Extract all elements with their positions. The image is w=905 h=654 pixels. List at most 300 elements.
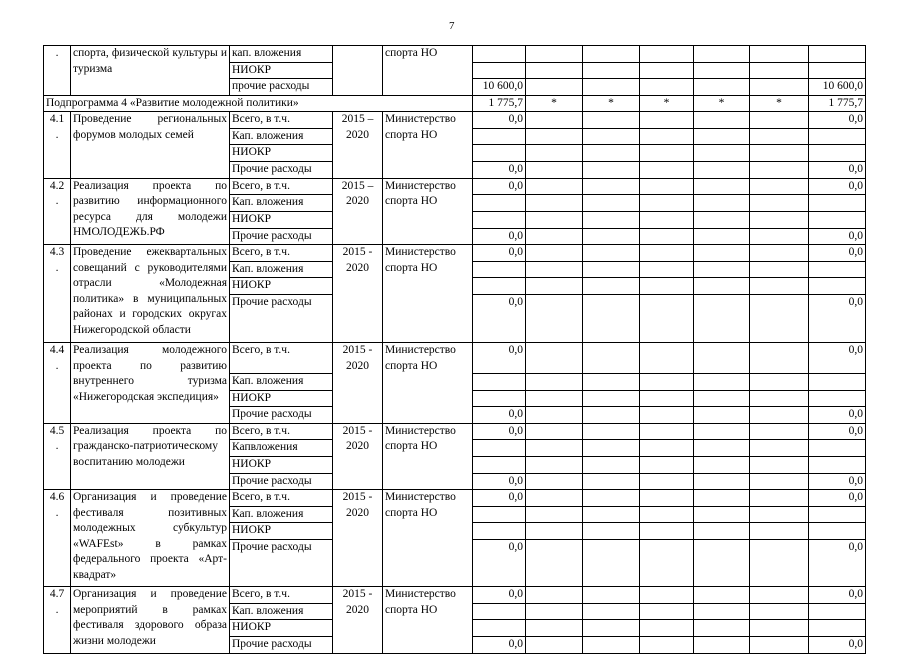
value-cell (583, 637, 640, 654)
item-number-text: 4.3 (49, 246, 65, 258)
expense-type: НИОКР (230, 620, 333, 637)
value-cell: 0,0 (473, 637, 526, 654)
value-cell (526, 178, 583, 195)
value-cell (526, 62, 583, 79)
value-cell (809, 261, 866, 278)
expense-type: Прочие расходы (230, 407, 333, 424)
value-cell (640, 228, 694, 245)
value-cell (694, 162, 750, 179)
table-row (44, 245, 866, 262)
subprogram-title: Подпрограмма 4 «Развитие молодежной политики» (44, 95, 473, 112)
value-cell (809, 195, 866, 212)
total-cell: 0,0 (809, 490, 866, 507)
table-row (44, 178, 866, 195)
value-cell (694, 423, 750, 440)
value-cell: 0,0 (473, 407, 526, 424)
value-cell (526, 195, 583, 212)
value-cell (750, 228, 809, 245)
value-cell (526, 423, 583, 440)
value-cell (694, 278, 750, 295)
table-row (44, 343, 866, 374)
value-cell (583, 407, 640, 424)
value-cell (694, 490, 750, 507)
value-cell: 0,0 (473, 178, 526, 195)
value-cell (640, 540, 694, 587)
value-cell (473, 46, 526, 63)
value-cell (694, 407, 750, 424)
value-cell (694, 295, 750, 343)
item-number-dot: . (55, 261, 59, 274)
value-cell: 0,0 (473, 245, 526, 262)
value-cell (473, 195, 526, 212)
value-cell (526, 440, 583, 457)
value-cell (750, 162, 809, 179)
total-cell: 10 600,0 (809, 79, 866, 96)
value-cell (750, 440, 809, 457)
expense-type: Всего, в т.ч. (230, 112, 333, 129)
value-cell (526, 637, 583, 654)
item-number (44, 490, 71, 587)
value-cell (809, 440, 866, 457)
expense-type: Прочие расходы (230, 228, 333, 245)
value-cell (640, 390, 694, 407)
value-cell (640, 46, 694, 63)
value-cell (694, 178, 750, 195)
value-cell (583, 195, 640, 212)
value-cell (583, 162, 640, 179)
period: 2015 - 2020 (333, 587, 383, 654)
value-cell (526, 295, 583, 343)
expense-type: НИОКР (230, 390, 333, 407)
expense-type: Кап. вложения (230, 603, 333, 620)
table-row (44, 46, 866, 63)
value-cell: 0,0 (473, 490, 526, 507)
value-cell (809, 62, 866, 79)
expense-type: НИОКР (230, 278, 333, 295)
value-cell: 0,0 (473, 228, 526, 245)
value-cell (640, 79, 694, 96)
value-cell (583, 112, 640, 129)
value-cell (583, 440, 640, 457)
value-cell (526, 245, 583, 262)
value-cell (640, 456, 694, 473)
value-cell (750, 490, 809, 507)
value-cell (583, 506, 640, 523)
value-cell (750, 343, 809, 374)
value-cell (583, 603, 640, 620)
value-cell (694, 128, 750, 145)
executor: Министерство спорта НО (383, 178, 473, 245)
expense-type: Всего, в т.ч. (230, 587, 333, 604)
value-cell (526, 46, 583, 63)
value-cell (809, 523, 866, 540)
total-cell: 0,0 (809, 407, 866, 424)
total-cell: 0,0 (809, 473, 866, 490)
total-cell: 0,0 (809, 295, 866, 343)
period: 2015 - 2020 (333, 423, 383, 490)
value-cell (750, 603, 809, 620)
value-cell (809, 46, 866, 63)
value-cell (750, 295, 809, 343)
item-number-dot: . (55, 506, 59, 519)
total-cell: 0,0 (809, 343, 866, 374)
executor: Министерство спорта НО (383, 343, 473, 424)
item-number (44, 112, 71, 179)
value-cell (640, 295, 694, 343)
value-cell (526, 390, 583, 407)
star-cell: * (694, 95, 750, 112)
expense-type: Прочие расходы (230, 162, 333, 179)
value-cell (526, 506, 583, 523)
value-cell (750, 473, 809, 490)
executor: спорта НО (383, 46, 473, 96)
total-cell: 0,0 (809, 228, 866, 245)
value-cell (640, 620, 694, 637)
value-cell (526, 145, 583, 162)
value-cell (526, 211, 583, 228)
value-cell (583, 473, 640, 490)
executor: Министерство спорта НО (383, 490, 473, 587)
value-cell (750, 540, 809, 587)
value-cell (526, 228, 583, 245)
value-cell (526, 523, 583, 540)
executor: Министерство спорта НО (383, 587, 473, 654)
value-cell (694, 145, 750, 162)
value-cell (473, 440, 526, 457)
item-number-text: 4.5 (49, 424, 65, 437)
value-cell (750, 374, 809, 391)
value-cell (583, 79, 640, 96)
value-cell (473, 506, 526, 523)
value-cell (473, 261, 526, 278)
item-number-text: 4.2 (49, 179, 65, 192)
value-cell (526, 456, 583, 473)
value-cell (694, 540, 750, 587)
value-cell (583, 490, 640, 507)
value-cell (473, 62, 526, 79)
item-number-dot: . (55, 128, 59, 141)
value-cell (750, 178, 809, 195)
value-cell (583, 587, 640, 604)
value-cell (473, 374, 526, 391)
expense-type: НИОКР (230, 456, 333, 473)
value-cell (583, 178, 640, 195)
value-cell (750, 211, 809, 228)
value-cell (694, 390, 750, 407)
value-cell (640, 506, 694, 523)
value-cell (583, 456, 640, 473)
item-name: Организация и проведение фестиваля позитивных молодежных субкультур «WAFEst» в рамках федерального проекта «Арт-квадрат» (71, 490, 230, 587)
value-cell (526, 261, 583, 278)
expense-type: кап. вложения (230, 46, 333, 63)
expense-type: Всего, в т.ч. (230, 178, 333, 195)
value-cell (694, 261, 750, 278)
value-cell (526, 162, 583, 179)
expense-type: Капвложения (230, 440, 333, 457)
value-cell (809, 128, 866, 145)
value-cell (640, 587, 694, 604)
value-cell (640, 637, 694, 654)
budget-table (43, 45, 866, 654)
expense-type: НИОКР (230, 523, 333, 540)
value-cell: 10 600,0 (473, 79, 526, 96)
executor: Министерство спорта НО (383, 423, 473, 490)
value-cell (750, 523, 809, 540)
value-cell (750, 423, 809, 440)
value-cell (640, 245, 694, 262)
value-cell (694, 440, 750, 457)
expense-type: Прочие расходы (230, 540, 333, 587)
table-row (44, 587, 866, 604)
value-cell (526, 374, 583, 391)
value-cell (526, 407, 583, 424)
period-cell (333, 46, 383, 96)
value-cell (750, 46, 809, 63)
value-cell (473, 456, 526, 473)
total-cell: 0,0 (809, 178, 866, 195)
executor: Министерство спорта НО (383, 245, 473, 343)
value-cell (473, 278, 526, 295)
item-name: Реализация проекта по гражданско-патриотическому воспитанию молодежи (71, 423, 230, 490)
value-cell (526, 343, 583, 374)
value-cell (640, 112, 694, 129)
value-cell (694, 343, 750, 374)
value-cell (640, 195, 694, 212)
value-cell (473, 603, 526, 620)
value-cell (640, 162, 694, 179)
value-cell (583, 523, 640, 540)
value-cell (694, 603, 750, 620)
item-number (44, 245, 71, 343)
value-cell (809, 145, 866, 162)
value-cell (750, 261, 809, 278)
expense-type: НИОКР (230, 211, 333, 228)
value-cell (583, 62, 640, 79)
value-cell (640, 490, 694, 507)
item-number-dot: . (55, 603, 59, 616)
expense-type: Кап. вложения (230, 374, 333, 391)
value-cell (750, 407, 809, 424)
value-cell (750, 195, 809, 212)
value-cell (640, 603, 694, 620)
expense-type: Прочие расходы (230, 637, 333, 654)
value-cell: 1 775,7 (473, 95, 526, 112)
expense-type: НИОКР (230, 62, 333, 79)
value-cell: 0,0 (473, 295, 526, 343)
value-cell (694, 587, 750, 604)
value-cell (583, 46, 640, 63)
value-cell (809, 620, 866, 637)
subprogram-row (44, 95, 866, 112)
value-cell (583, 540, 640, 587)
item-number (44, 587, 71, 654)
value-cell (583, 423, 640, 440)
value-cell (694, 46, 750, 63)
total-cell: 0,0 (809, 540, 866, 587)
item-name: Реализация молодежного проекта по развитию внутреннего туризма «Нижегородская экспедиция» (71, 343, 230, 424)
value-cell (640, 145, 694, 162)
star-cell: * (583, 95, 640, 112)
value-cell: 0,0 (473, 587, 526, 604)
value-cell (473, 211, 526, 228)
item-number-text: 4.4 (49, 344, 65, 356)
period: 2015 - 2020 (333, 245, 383, 343)
total-cell: 0,0 (809, 423, 866, 440)
total-cell: 0,0 (809, 587, 866, 604)
item-number-dot: . (55, 440, 59, 452)
value-cell (583, 211, 640, 228)
value-cell (583, 295, 640, 343)
expense-type: Всего, в т.ч. (230, 245, 333, 262)
value-cell (526, 490, 583, 507)
value-cell (583, 145, 640, 162)
expense-type: Кап. вложения (230, 506, 333, 523)
value-cell (473, 145, 526, 162)
value-cell (526, 473, 583, 490)
value-cell (694, 473, 750, 490)
item-number (44, 423, 71, 490)
value-cell (473, 523, 526, 540)
value-cell (640, 128, 694, 145)
value-cell (694, 195, 750, 212)
value-cell (750, 637, 809, 654)
value-cell (583, 390, 640, 407)
expense-type: НИОКР (230, 145, 333, 162)
item-number-text: 4.7 (49, 588, 65, 600)
value-cell (473, 128, 526, 145)
value-cell (526, 620, 583, 637)
value-cell (583, 261, 640, 278)
value-cell (526, 603, 583, 620)
expense-type: Всего, в т.ч. (230, 423, 333, 440)
expense-type: Всего, в т.ч. (230, 343, 333, 374)
item-number-text: 4.6 (49, 491, 65, 503)
value-cell (694, 62, 750, 79)
value-cell (750, 620, 809, 637)
value-cell (694, 245, 750, 262)
value-cell (809, 506, 866, 523)
value-cell (640, 261, 694, 278)
value-cell (526, 79, 583, 96)
item-name: Проведение региональных форумов молодых семей (71, 112, 230, 179)
total-cell: 0,0 (809, 637, 866, 654)
value-cell (750, 587, 809, 604)
value-cell (750, 128, 809, 145)
value-cell (750, 62, 809, 79)
total-cell: 0,0 (809, 162, 866, 179)
item-name: Проведение ежеквартальных совещаний с руководителями отрасли «Молодежная политика» в муниципальных районах и городских округах Нижегородской области (71, 245, 230, 343)
value-cell (640, 473, 694, 490)
executor: Министерство спорта НО (383, 112, 473, 179)
period: 2015 - 2020 (333, 343, 383, 424)
value-cell (694, 112, 750, 129)
value-cell (750, 278, 809, 295)
star-cell: * (526, 95, 583, 112)
expense-type: Всего, в т.ч. (230, 490, 333, 507)
item-number: . (44, 46, 71, 96)
star-cell: * (750, 95, 809, 112)
item-number-text: 4.1 (49, 113, 65, 125)
value-cell (694, 637, 750, 654)
value-cell: 0,0 (473, 343, 526, 374)
value-cell (583, 343, 640, 374)
value-cell (640, 278, 694, 295)
value-cell (694, 211, 750, 228)
page-number: 7 (449, 20, 455, 32)
value-cell (640, 211, 694, 228)
value-cell: 0,0 (473, 540, 526, 587)
item-number (44, 343, 71, 424)
value-cell: 0,0 (473, 473, 526, 490)
value-cell (809, 390, 866, 407)
value-cell (583, 374, 640, 391)
total-cell: 0,0 (809, 112, 866, 129)
value-cell (583, 278, 640, 295)
value-cell (583, 245, 640, 262)
value-cell (694, 228, 750, 245)
value-cell (809, 374, 866, 391)
item-number-dot: . (55, 359, 59, 372)
value-cell (640, 407, 694, 424)
value-cell (640, 374, 694, 391)
item-number (44, 178, 71, 245)
expense-type: Прочие расходы (230, 473, 333, 490)
item-name: Организация и проведение мероприятий в рамках фестиваля здорового образа жизни молодежи (71, 587, 230, 654)
value-cell (694, 523, 750, 540)
value-cell (694, 506, 750, 523)
expense-type: Кап. вложения (230, 195, 333, 212)
value-cell (694, 620, 750, 637)
value-cell (526, 128, 583, 145)
period: 2015 – 2020 (333, 112, 383, 179)
expense-type: Кап. вложения (230, 128, 333, 145)
value-cell (750, 245, 809, 262)
value-cell (694, 456, 750, 473)
value-cell (809, 456, 866, 473)
value-cell (750, 112, 809, 129)
value-cell (809, 278, 866, 295)
value-cell (694, 374, 750, 391)
item-number-dot: . (55, 195, 59, 207)
value-cell (583, 620, 640, 637)
value-cell (640, 423, 694, 440)
star-cell: * (640, 95, 694, 112)
value-cell: 0,0 (473, 112, 526, 129)
value-cell (526, 112, 583, 129)
expense-type: Кап. вложения (230, 261, 333, 278)
value-cell (640, 523, 694, 540)
value-cell (750, 145, 809, 162)
table-row (44, 112, 866, 129)
value-cell: 0,0 (473, 162, 526, 179)
value-cell (526, 587, 583, 604)
value-cell (640, 440, 694, 457)
value-cell (750, 506, 809, 523)
value-cell (750, 390, 809, 407)
value-cell (640, 62, 694, 79)
expense-type: прочие расходы (230, 79, 333, 96)
item-name: спорта, физической культуры и туризма (71, 46, 230, 96)
value-cell: 0,0 (473, 423, 526, 440)
value-cell (640, 343, 694, 374)
value-cell (583, 128, 640, 145)
table-row (44, 490, 866, 507)
period: 2015 – 2020 (333, 178, 383, 245)
value-cell (473, 390, 526, 407)
item-name: Реализация проекта по развитию информационного ресурса для молодежи НМОЛОДЕЖЬ.РФ (71, 178, 230, 245)
value-cell (694, 79, 750, 96)
period: 2015 - 2020 (333, 490, 383, 587)
